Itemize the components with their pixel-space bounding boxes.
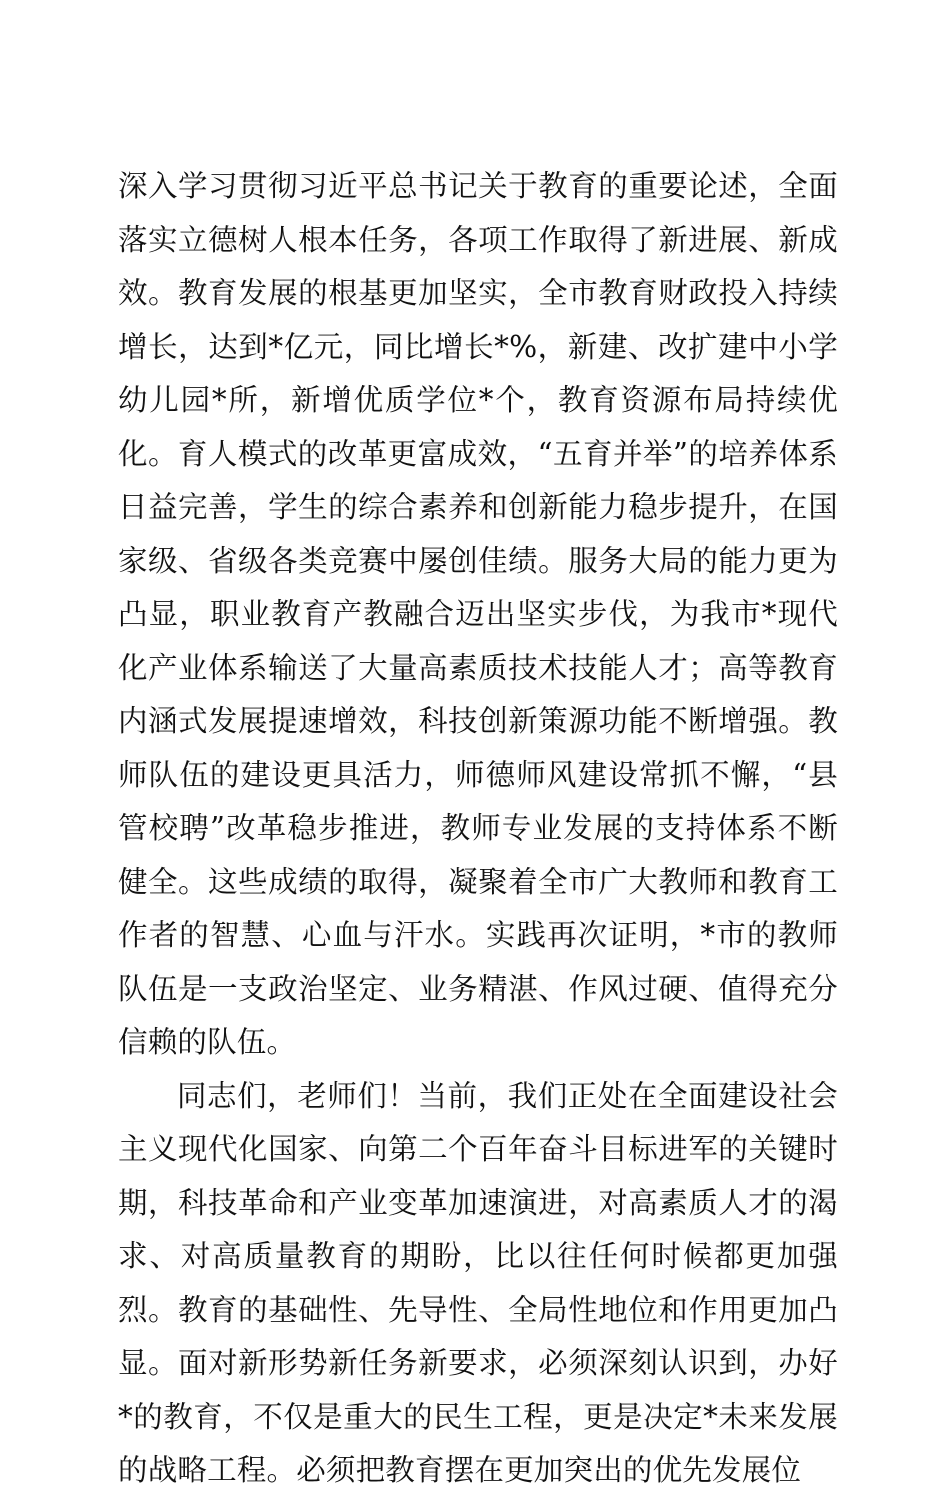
- paragraph-1: 深入学习贯彻习近平总书记关于教育的重要论述，全面落实立德树人根本任务，各项工作取得了新进展、新成效。教育发展的根基更加坚实，全市教育财政投入持续增长，达到*亿元，同比增长*%，新建、改扩建中小学幼儿园*所，新增优质学位*个，教育资源布局持续优化。育人模式的改革更富成效，“五育并举”的培养体系日益完善，学生的综合素养和创新能力稳步提升，在国家级、省级各类竞赛中屡创佳绩。服务大局的能力更为凸显，职业教育产教融合迈出坚实步伐，为我市*现代化产业体系输送了大量高素质技术技能人才；高等教育内涵式发展提速增效，科技创新策源功能不断增强。教师队伍的建设更具活力，师德师风建设常抓不懈，“县管校聘”改革稳步推进，教师专业发展的支持体系不断健全。这些成绩的取得，凝聚着全市广大教师和教育工作者的智慧、心血与汗水。实践再次证明，*市的教师队伍是一支政治坚定、业务精湛、作风过硬、值得充分信赖的队伍。: [118, 169, 838, 1059]
- paragraph-2: 同志们，老师们！当前，我们正处在全面建设社会主义现代化国家、向第二个百年奋斗目标进军的关键时期，科技革命和产业变革加速演进，对高素质人才的渴求、对高质量教育的期盼，比以往任何时候都更加强烈。教育的基础性、先导性、全局性地位和作用更加凸显。面对新形势新任务新要求，必须深刻认识到，办好*的教育，不仅是重大的民生工程，更是决定*未来发展的战略工程。必须把教育摆在更加突出的优先发展位: [118, 1078, 838, 1487]
- document-body: [118, 160, 838, 1498]
